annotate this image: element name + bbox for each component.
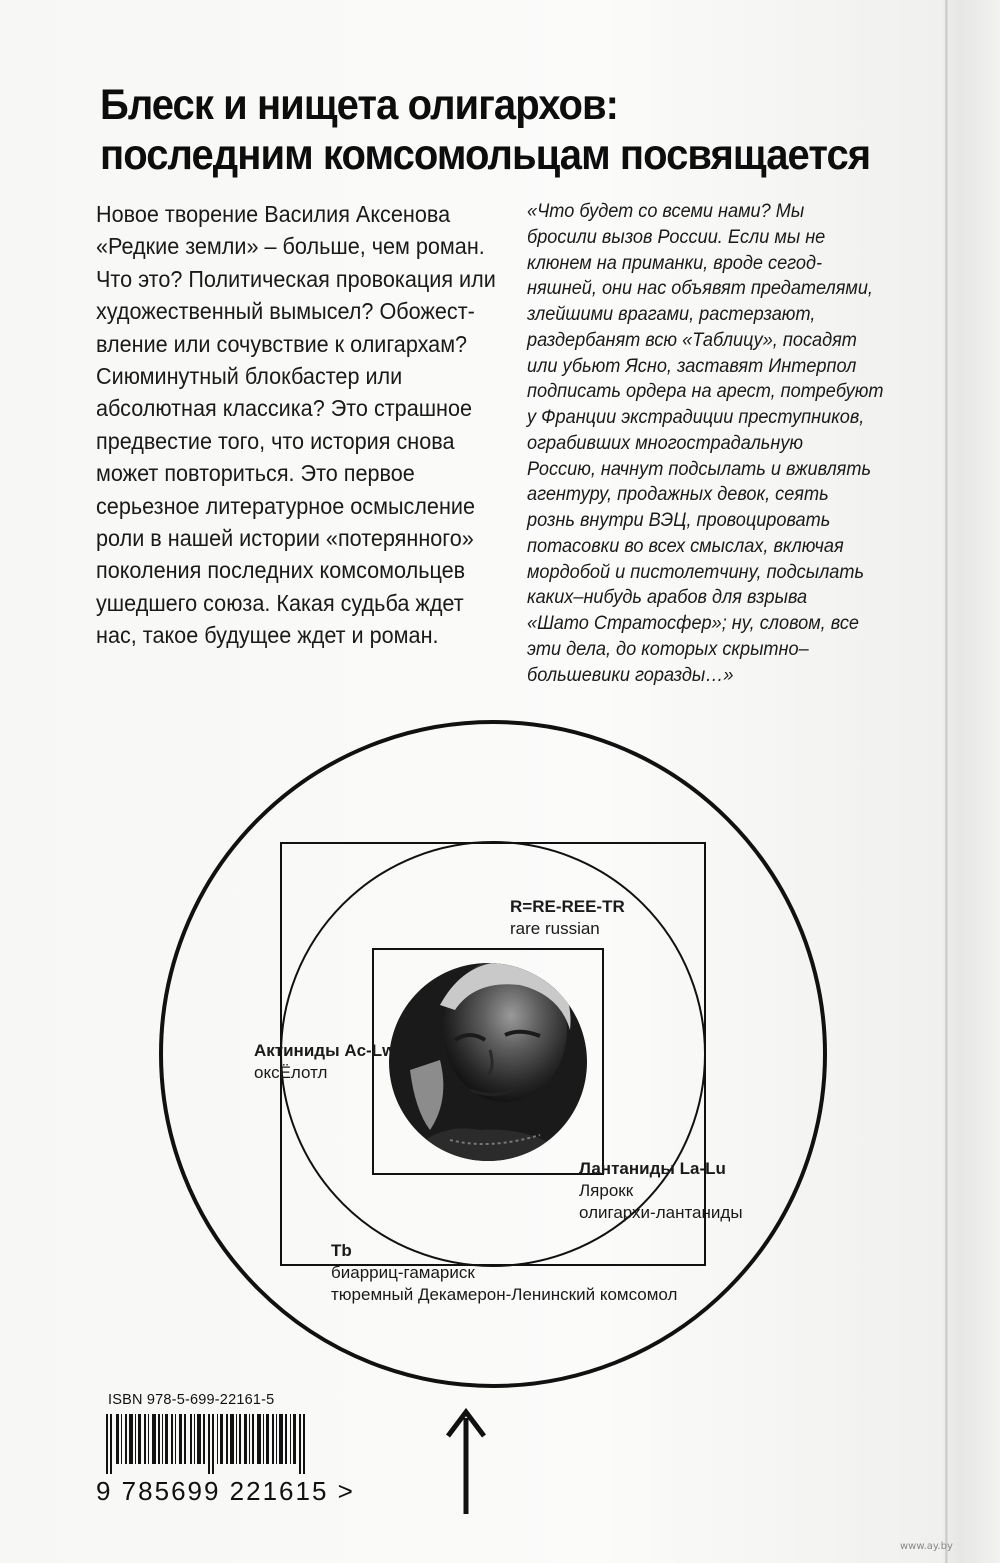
label-lanthanides [579, 1158, 743, 1224]
quote-line: подписать ордера на арест, потребуют [527, 380, 884, 403]
label-actinides [254, 1040, 395, 1084]
blurb-line: «Редкие земли» – больше, чем роман. [96, 233, 485, 260]
blurb-line: вление или сочувствие к олигархам? [96, 330, 468, 357]
headline-line-2: последним комсомольцам посвящается [100, 131, 871, 179]
author-portrait [385, 958, 595, 1170]
headline-line-1: Блеск и нищета олигархов: [100, 81, 619, 129]
blurb-line: предвестие того, что история снова [96, 427, 455, 454]
quote-line: мордобой и пистолетчину, подсылать [527, 560, 865, 583]
label-lanthanides-title: Лантаниды La-Lu [579, 1159, 726, 1178]
label-tb-title: Tb [331, 1241, 352, 1260]
quote-line: потасовки во всех смыслах, включая [527, 534, 844, 557]
blurb-line: абсолютная классика? Это страшное [96, 395, 473, 422]
arrow-up-icon [448, 1412, 484, 1514]
barcode-digits: 9 785699 221615 > [96, 1476, 355, 1506]
quote-line: Россию, начнут подсылать и вживлять [527, 457, 872, 480]
blurb-line: художественный вымысел? Обожест- [96, 298, 475, 325]
label-actinides-title: Актиниды Ac-Lw [254, 1041, 396, 1060]
label-tb [331, 1240, 677, 1306]
quote-line: ограбивших многострадальную [527, 431, 804, 454]
label-tb-sub1: биарриц-гамариск [331, 1263, 475, 1282]
label-r-sub: rare russian [510, 919, 600, 938]
blurb-line: роли в нашей истории «потерянного» [96, 525, 474, 552]
quote-line: каких–нибудь арабов для взрыва [527, 586, 808, 609]
quote-line: «Шато Стратосфер»; ну, словом, все [527, 612, 859, 634]
quote-line: няшней, они нас объявят предателями, [527, 277, 873, 300]
blurb-line: ушедшего союза. Какая судьба ждет [96, 589, 464, 616]
label-r-title: R=RE-REE-TR [510, 897, 625, 916]
blurb-line: нас, такое будущее ждет и роман. [96, 622, 439, 649]
quote-line: агентуру, продажных девок, сеять [527, 483, 829, 506]
quote-line: у Франции экстрадиции преступников, [527, 406, 865, 428]
blurb-line: Сиюминутный блокбастер или [96, 363, 403, 390]
blurb-line: Что это? Политическая провокация или [96, 265, 496, 292]
quote-line: эти дела, до которых скрытно– [527, 637, 809, 660]
blurb-line: может повториться. Это первое [96, 460, 415, 487]
blurb-line: серьезное литературное осмысление [96, 492, 475, 519]
watermark: www.ay.by [900, 1541, 953, 1552]
label-tb-sub2: тюремный Декамерон-Ленинский комсомол [331, 1285, 678, 1304]
quote-line: «Что будет со всеми нами? Мы [527, 200, 805, 222]
barcode [104, 1414, 319, 1474]
label-lanthanides-sub2: олигархи-лантаниды [579, 1203, 743, 1222]
quote-line: раздербанят всю «Таблицу», посадят [527, 328, 857, 351]
quote-line: клюнем на приманки, вроде сегод- [527, 251, 823, 274]
quote-line: бросили вызов России. Если мы не [527, 225, 826, 248]
quote-line: злейшими врагами, растерзают, [527, 303, 816, 325]
label-r [510, 896, 625, 940]
isbn: ISBN 978-5-699-22161-5 [108, 1392, 275, 1408]
label-lanthanides-sub1: Лярокк [579, 1181, 634, 1200]
blurb-line: поколения последних комсомольцев [96, 557, 466, 584]
quote-line: или убьют Ясно, заставят Интерпол [527, 354, 857, 377]
quote-line: рознь внутри ВЭЦ, провоцировать [527, 509, 831, 531]
quote-line: большевики горазды…» [527, 663, 734, 686]
blurb-line: Новое творение Василия Аксенова [96, 201, 451, 227]
label-actinides-sub: оксЁлотл [254, 1063, 328, 1082]
